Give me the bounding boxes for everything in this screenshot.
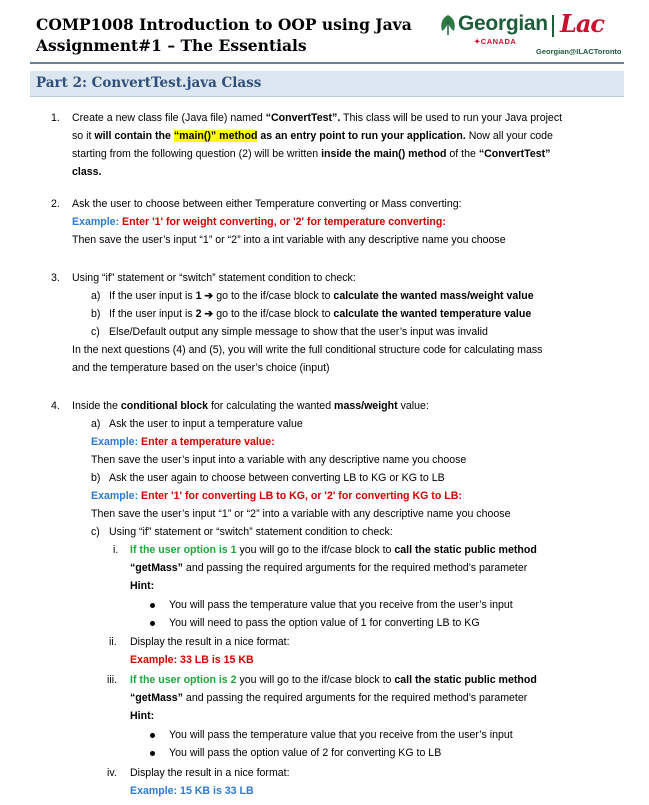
- q3-line-5: In the next questions (4) and (5), you will write the full conditional structure code for calculating mass: [72, 344, 543, 356]
- q4-example-2: Example: Enter '1' for converting LB to KG, or '2' for converting KG to LB:: [91, 490, 462, 502]
- q4-i-line-2: “getMass” and passing the required arguments for the required method’s parameter: [130, 562, 528, 574]
- bullet-icon: [150, 621, 155, 626]
- q4-i-line-1: If the user option is 1 you will go to the if/case block to call the static public method: [130, 544, 537, 556]
- bullet-icon: [150, 733, 155, 738]
- q1-line-1: Create a new class file (Java file) named “ConvertTest”. This class will be used to run your Java project: [72, 112, 563, 124]
- q4-number: 4.: [51, 400, 60, 412]
- q4-a: Ask the user to input a temperature value: [109, 418, 303, 430]
- q1-line-3: starting from the following question (2) will be written inside the main() method of the “ConvertTest”: [72, 148, 551, 160]
- q4-c: Using “if” statement or “switch” statement condition to check:: [109, 526, 393, 538]
- q4-b: Ask the user again to choose between converting LB to KG or KG to LB: [109, 472, 445, 484]
- leaf-icon: [438, 14, 458, 36]
- q4-hint-2: Hint:: [130, 710, 155, 722]
- georgian-ilac-logo: [438, 9, 622, 62]
- q3-c-label: c): [91, 326, 100, 338]
- q2-line-3: Then save the user’s input “1” or “2” into a int variable with any descriptive name you choose: [72, 234, 506, 246]
- q4-hint-1-b: You will need to pass the option value of 1 for converting LB to KG: [169, 617, 480, 629]
- bullet-icon: [150, 603, 155, 608]
- logo-subtitle: Georgian@ILACToronto: [536, 47, 622, 56]
- q2-number: 2.: [51, 198, 60, 210]
- q4-line-1: Inside the conditional block for calculating the wanted mass/weight value:: [72, 400, 429, 412]
- q4-i-label: i.: [113, 544, 119, 556]
- logo-brand: Georgian: [458, 12, 548, 35]
- q4-save-2: Then save the user’s input “1” or “2” into a variable with any descriptive name you choose: [91, 508, 511, 520]
- q4-iii-line-2: “getMass” and passing the required arguments for the required method’s parameter: [130, 692, 528, 704]
- document-title: [36, 14, 412, 56]
- section-heading: [30, 71, 624, 97]
- q4-example-4: Example: 15 KB is 33 LB: [130, 785, 254, 797]
- title-line-1: COMP1008 Introduction to OOP using Java: [36, 15, 412, 34]
- logo-divider: [552, 15, 554, 37]
- bullet-icon: [150, 751, 155, 756]
- q4-example-1: Example: Enter a temperature value:: [91, 436, 275, 448]
- q4-b-label: b): [91, 472, 101, 484]
- q2-example: Example: Enter '1' for weight converting, or '2' for temperature converting:: [72, 216, 446, 228]
- q4-ii-label: ii.: [109, 636, 117, 648]
- q3-c: Else/Default output any simple message to show that the user’s input was invalid: [109, 326, 488, 338]
- q4-hint-1: Hint:: [130, 580, 155, 592]
- q4-hint-2-b: You will pass the option value of 2 for converting KG to LB: [169, 747, 442, 759]
- q4-a-label: a): [91, 418, 101, 430]
- q4-ii: Display the result in a nice format:: [130, 636, 290, 648]
- q4-hint-1-a: You will pass the temperature value that you receive from the user’s input: [169, 599, 513, 611]
- q3-number: 3.: [51, 272, 60, 284]
- q4-save-1: Then save the user’s input into a variable with any descriptive name you choose: [91, 454, 467, 466]
- q3-line-6: and the temperature based on the user’s choice (input): [72, 362, 330, 374]
- q4-example-3: Example: 33 LB is 15 KB: [130, 654, 254, 666]
- q4-iii-line-1: If the user option is 2 you will go to the if/case block to call the static public method: [130, 674, 537, 686]
- q1-line-4: class.: [72, 166, 102, 178]
- q3-b: If the user input is 2 ➔ go to the if/case block to calculate the wanted temperature value: [109, 308, 532, 320]
- q4-iv: Display the result in a nice format:: [130, 767, 290, 779]
- q3-a: If the user input is 1 ➔ go to the if/case block to calculate the wanted mass/weight value: [109, 290, 534, 302]
- header-divider: [30, 62, 624, 64]
- q3-a-label: a): [91, 290, 101, 302]
- q3-b-label: b): [91, 308, 101, 320]
- q3-line-1: Using “if” statement or “switch” statement condition to check:: [72, 272, 356, 284]
- q4-iv-label: iv.: [107, 767, 117, 779]
- q1-number: 1.: [51, 112, 60, 124]
- q4-hint-2-a: You will pass the temperature value that you receive from the user’s input: [169, 729, 513, 741]
- main-method-highlight: “main()” method: [173, 130, 258, 142]
- q4-c-label: c): [91, 526, 100, 538]
- logo-canada: ✦CANADA: [474, 37, 517, 46]
- title-line-2: Assignment#1 – The Essentials: [36, 36, 307, 55]
- logo-lac: Lac: [560, 9, 605, 38]
- q2-line-1: Ask the user to choose between either Temperature converting or Mass converting:: [72, 198, 462, 210]
- q1-line-2: so it will contain the “main()” method as an entry point to run your application. Now all your code: [72, 130, 553, 142]
- q4-iii-label: iii.: [107, 674, 118, 686]
- section-title: Part 2: ConvertTest.java Class: [36, 75, 262, 91]
